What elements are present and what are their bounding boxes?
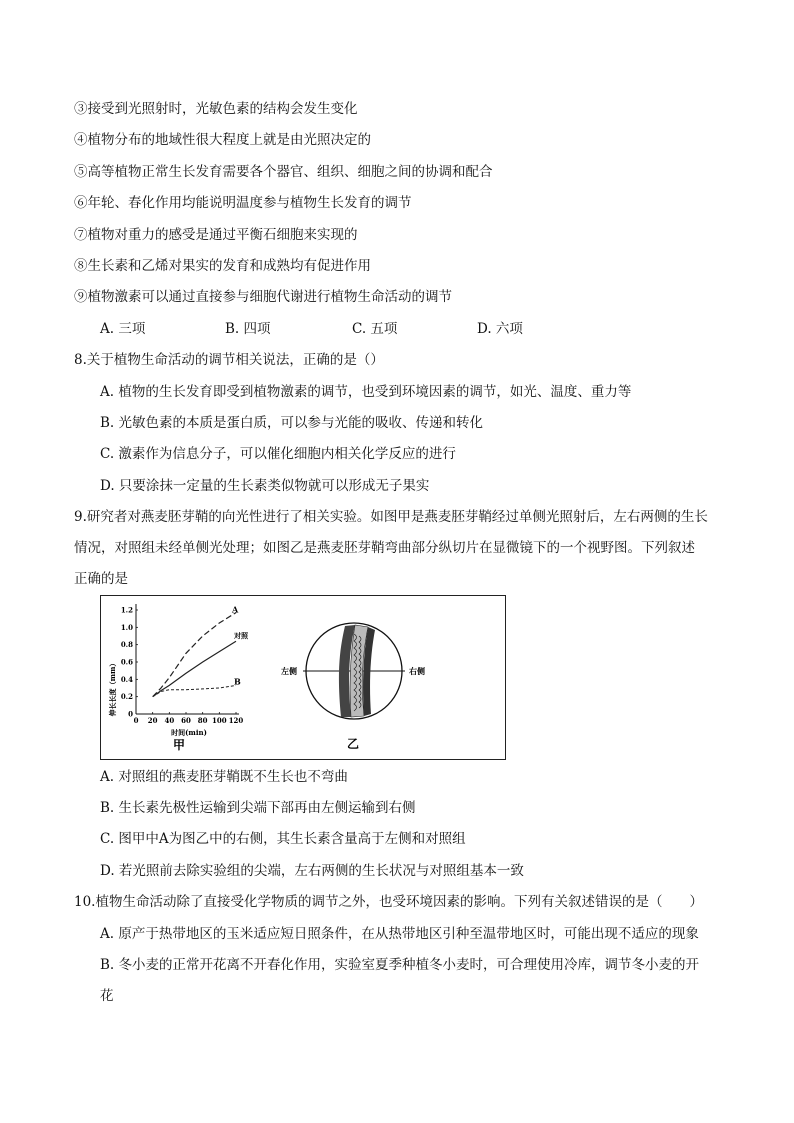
q9-option-b[interactable]: B. 生长素先极性运输到尖端下部再由左侧运输到右侧 [100, 800, 416, 816]
q9-figure [100, 595, 506, 760]
x-tick-label: 100 [212, 716, 227, 725]
chart-series [153, 605, 249, 697]
q9-stem-line-3: 正确的是 [74, 571, 128, 587]
q8-option-d[interactable]: D. 只要涂抹一定量的生长素类似物就可以形成无子果实 [100, 478, 430, 494]
micrograph [271, 596, 471, 759]
x-tick-label: 20 [147, 716, 158, 725]
q8-option-b[interactable]: B. 光敏色素的本质是蛋白质，可以参与光能的吸收、传递和转化 [100, 415, 484, 431]
statement-4: ④植物分布的地域性很大程度上就是由光照决定的 [74, 132, 371, 148]
q8-option-c[interactable]: C. 激素作为信息分子，可以催化细胞内相关化学反应的进行 [100, 446, 456, 462]
micrograph-caption: 乙 [347, 737, 360, 751]
q10-option-b-line-2[interactable]: 花 [100, 988, 114, 1004]
micrograph-left-label: 左侧 [281, 666, 297, 676]
q7-option-d[interactable]: D. 六项 [477, 321, 523, 337]
q7-option-b[interactable]: B. 四项 [225, 321, 271, 337]
series-label-0: A [232, 604, 239, 615]
statement-8: ⑧生长素和乙烯对果实的发育和成熟均有促进作用 [74, 258, 371, 274]
q9-stem-line-2: 情况，对照组未经单侧光处理；如图乙是燕麦胚芽鞘弯曲部分纵切片在显微镜下的一个视野图。下列叙述 [74, 540, 695, 556]
q8-option-a[interactable]: A. 植物的生长发育即受到植物激素的调节，也受到环境因素的调节，如光、温度、重力等 [100, 384, 632, 400]
q7-option-a[interactable]: A. 三项 [100, 321, 146, 337]
q9-option-c[interactable]: C. 图甲中A为图乙中的右侧，其生长素含量高于左侧和对照组 [100, 831, 466, 847]
statement-9: ⑨植物激素可以通过直接参与细胞代谢进行植物生命活动的调节 [74, 289, 452, 305]
q9-option-d[interactable]: D. 若光照前去除实验组的尖端，左右两侧的生长状况与对照组基本一致 [100, 863, 524, 879]
chart-a-caption: 甲 [172, 738, 186, 752]
statement-5: ⑤高等植物正常生长发育需要各个器官、组织、细胞之间的协调和配合 [74, 164, 493, 180]
chart-ticks [121, 606, 244, 726]
chart-ylabel: 伸长长度（mm） [108, 659, 117, 717]
series-label-2: B [234, 676, 241, 687]
q10-stem: 10.植物生命活动除了直接受化学物质的调节之外，也受环境因素的影响。下列有关叙述错误的是（ ） [74, 894, 703, 910]
x-tick-label: 60 [181, 716, 191, 725]
x-tick-label: 80 [197, 716, 208, 725]
y-tick-label: 1.2 [120, 605, 133, 615]
q10-option-a[interactable]: A. 原产于热带地区的玉米适应短日照条件，在从热带地区引种至温带地区时，可能出现不适应的现象 [100, 926, 699, 942]
q8-stem: 8.关于植物生命活动的调节相关说法，正确的是（） [74, 352, 384, 368]
q7-options [100, 320, 700, 338]
y-tick-label: 0.6 [120, 657, 133, 667]
q10-option-b-line-1[interactable]: B. 冬小麦的正常开花离不开春化作用，实验室夏季种植冬小麦时，可合理使用冷库，调节冬小麦的开 [100, 957, 700, 973]
chart-xlabel: 时间(min) [171, 728, 207, 737]
y-tick-label: 0 [128, 709, 133, 719]
statement-3: ③接受到光照射时，光敏色素的结构会发生变化 [74, 101, 358, 117]
y-tick-label: 0.8 [120, 640, 133, 650]
q7-option-c[interactable]: C. 五项 [352, 321, 398, 337]
micrograph-right-label: 右侧 [409, 666, 425, 676]
y-tick-label: 0.2 [120, 692, 133, 702]
y-tick-label: 1.0 [120, 622, 133, 632]
y-tick-label: 0.4 [120, 674, 133, 684]
series-line-0 [153, 613, 236, 697]
statement-6: ⑥年轮、春化作用均能说明温度参与植物生长发育的调节 [74, 195, 412, 211]
series-label-1: 对照 [234, 631, 248, 641]
statement-7: ⑦植物对重力的感受是通过平衡石细胞来实现的 [74, 227, 358, 243]
series-line-2 [153, 685, 236, 696]
q9-option-a[interactable]: A. 对照组的燕麦胚芽鞘既不生长也不弯曲 [100, 769, 348, 785]
series-line-1 [153, 641, 236, 697]
x-tick-label: 120 [228, 716, 244, 725]
q9-stem-line-1: 9.研究者对燕麦胚芽鞘的向光性进行了相关实验。如图甲是燕麦胚芽鞘经过单侧光照射后，左右两侧的生长 [74, 509, 708, 525]
x-tick-label: 40 [164, 716, 175, 725]
x-tick-label: 0 [133, 716, 139, 725]
